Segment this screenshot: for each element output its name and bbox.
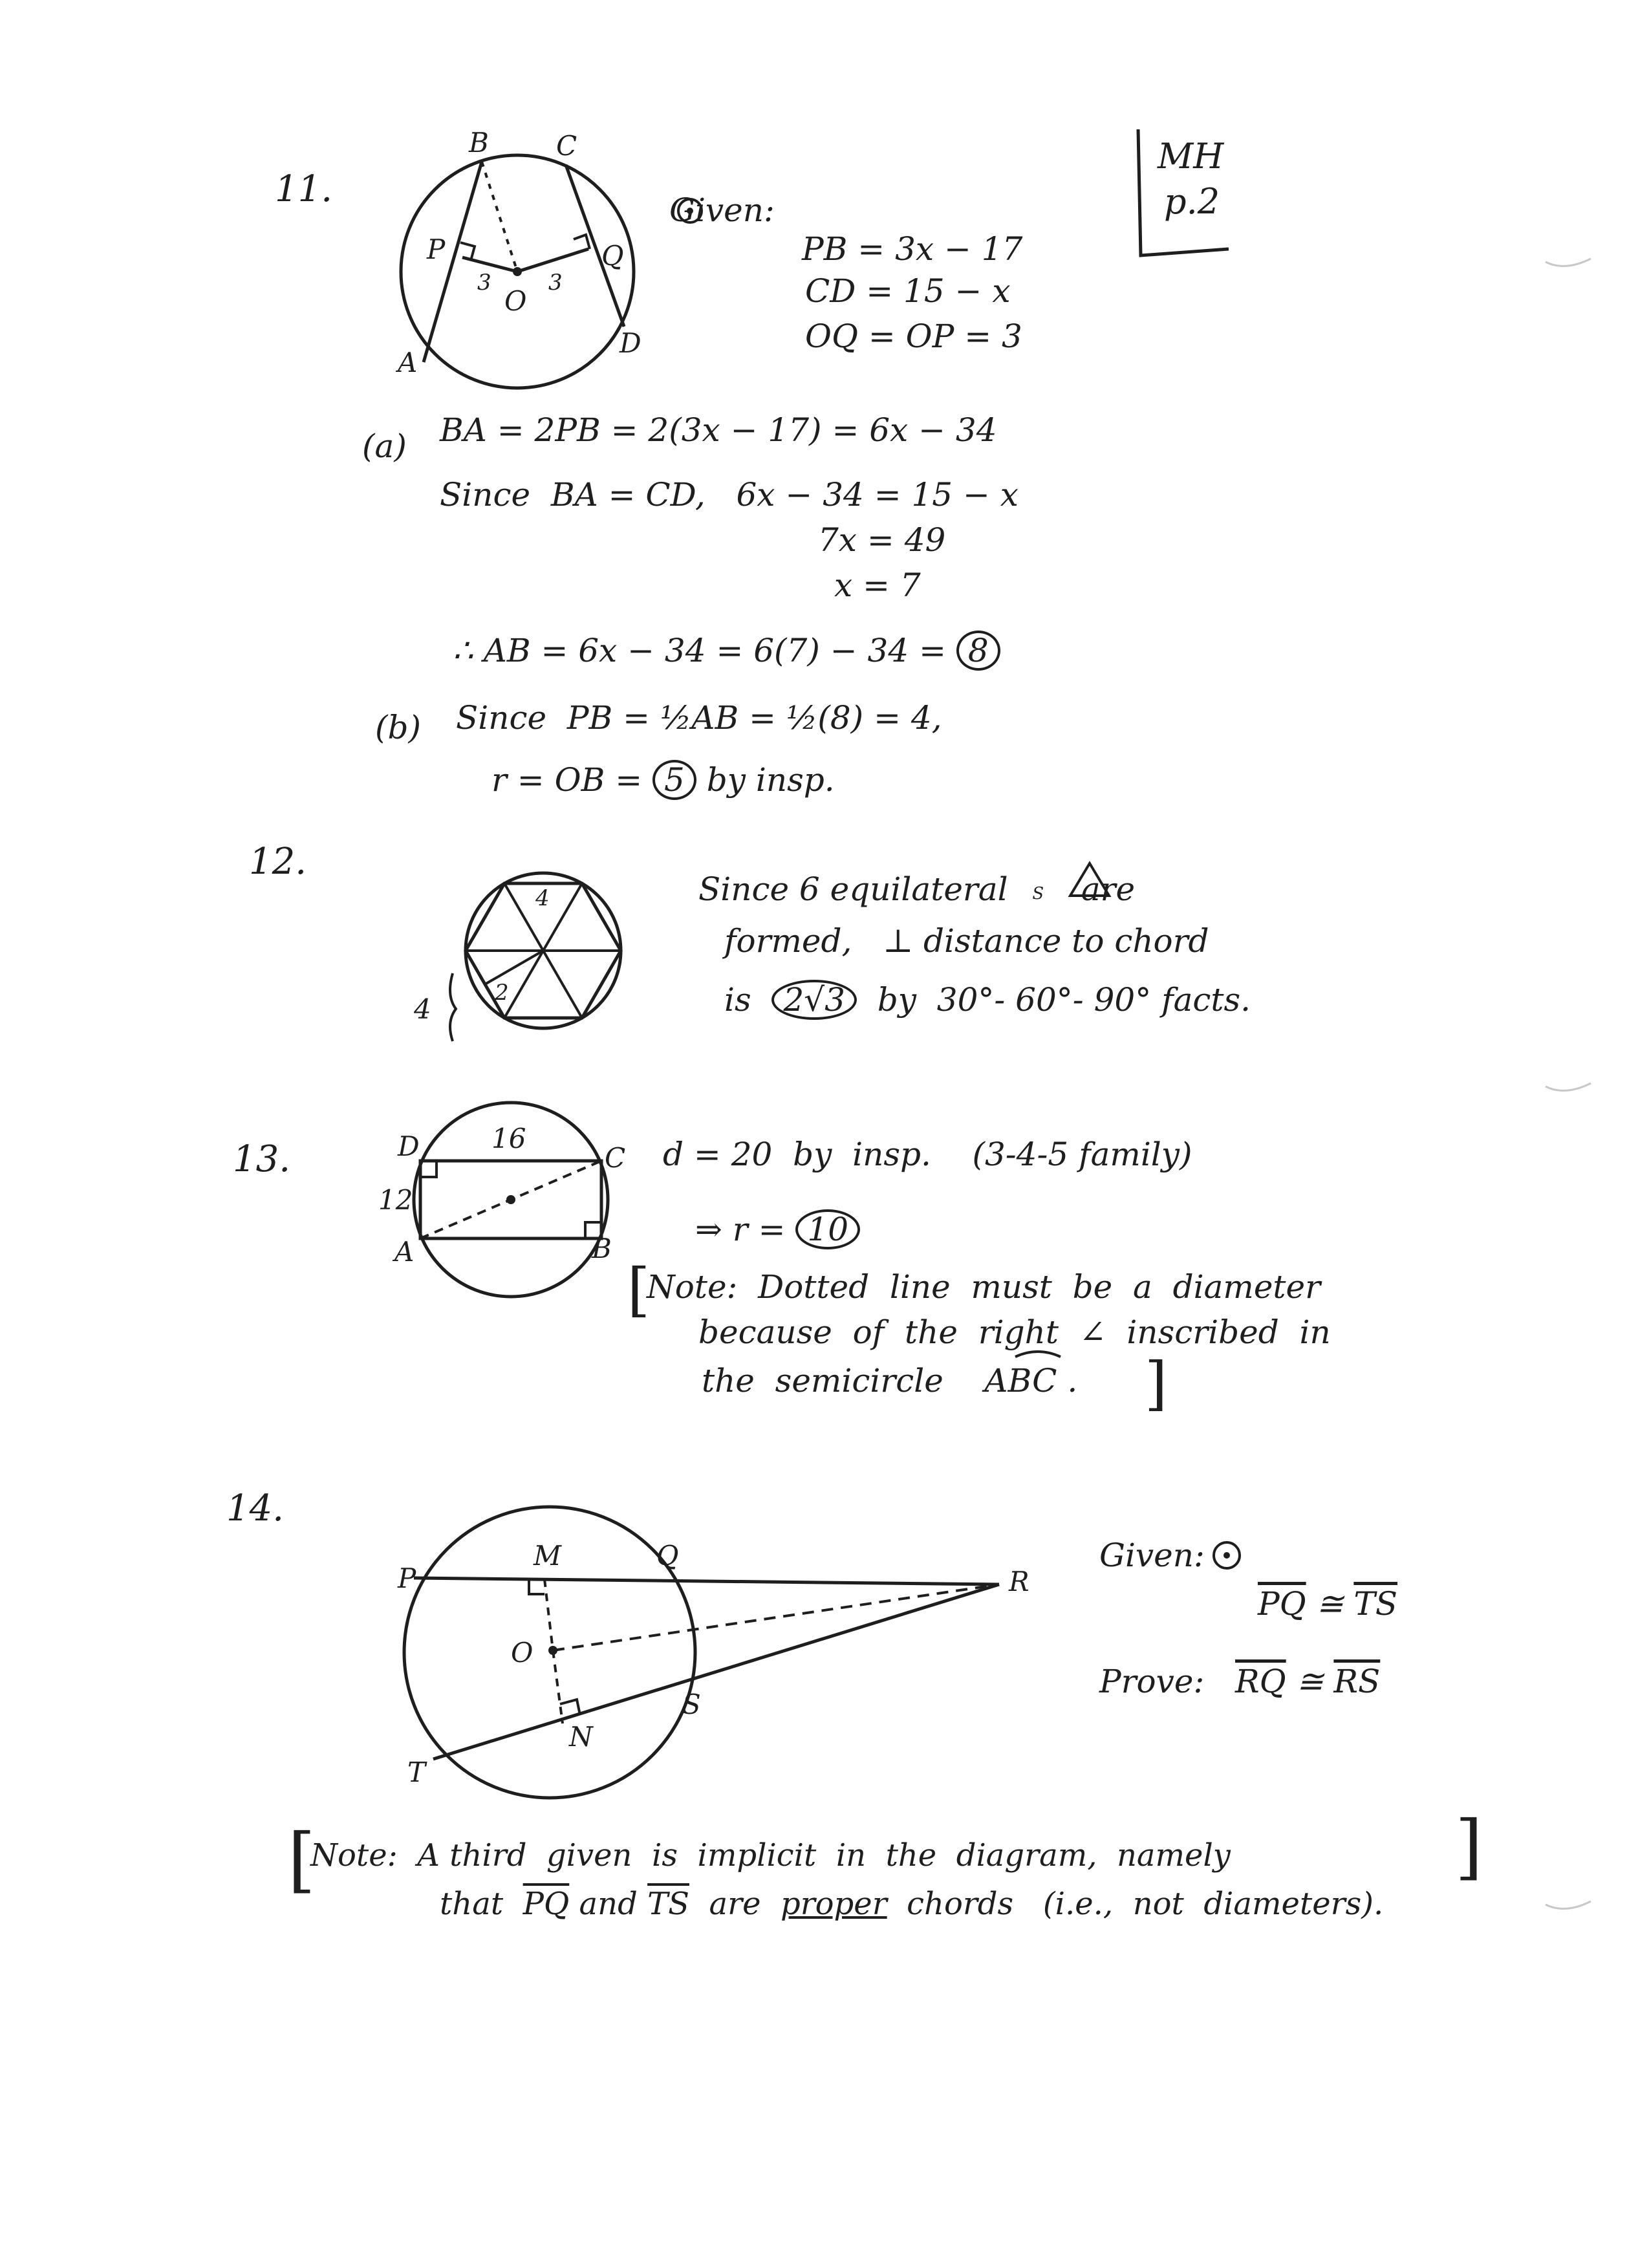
p13-line-1: d = 20 by insp. (3-4-5 family)	[663, 1136, 1192, 1173]
p13-label-b: B	[592, 1233, 612, 1264]
p12-text-3-post: by 30°- 60°- 90° facts.	[877, 981, 1251, 1019]
p13-label-left: 12	[378, 1184, 413, 1216]
p13-note-3	[702, 1362, 1078, 1399]
p14-label-t: T	[407, 1756, 426, 1788]
p11-a-line2: Since BA = CD, 6x − 34 = 15 − x	[440, 476, 1018, 513]
p14-note-2-proper: proper	[780, 1886, 887, 1922]
p11-part-a-label: (a)	[362, 427, 407, 465]
p13-label-a: A	[394, 1236, 415, 1268]
p11-given-2: CD = 15 − x	[805, 272, 1011, 310]
p14-label-s: S	[682, 1689, 701, 1720]
p13-label-c: C	[605, 1142, 626, 1174]
p11-a-line3: 7x = 49	[818, 521, 946, 559]
p14-note-2-seg2: $\overline{TS}$	[647, 1886, 689, 1922]
p11-label-q: Q	[601, 240, 624, 272]
p14-label-p: P	[398, 1562, 416, 1594]
p14-note-2-pre: that	[440, 1886, 504, 1922]
p14-given-cong: ≅	[1316, 1585, 1344, 1623]
p11-b-line2-pre: r = OB =	[491, 761, 643, 799]
p11-number: 11.	[275, 168, 333, 210]
p13-answer: 10	[795, 1209, 860, 1249]
p11-label-c: C	[556, 130, 577, 162]
p12-text-2: formed, ⊥ distance to chord	[724, 922, 1209, 960]
p11-part-b-label: (b)	[375, 709, 422, 746]
p14-note-2-post: chords (i.e., not diameters).	[907, 1886, 1384, 1922]
p13-note-2: because of the right ∠ inscribed in	[698, 1313, 1331, 1351]
p13-note-close-bracket: ]	[1145, 1350, 1168, 1418]
p14-given-seg2: $\overline{TS}$	[1353, 1585, 1397, 1623]
p11-given-3: OQ = OP = 3	[805, 318, 1022, 355]
p12-text-1-pre: Since 6 equilateral	[698, 870, 1008, 908]
p14-label-m: M	[534, 1540, 562, 1571]
p13-label-top: 16	[491, 1123, 526, 1154]
p11-b-line2	[491, 760, 835, 800]
p14-note-2	[440, 1886, 1384, 1922]
p11-label-a: A	[398, 347, 418, 378]
p14-label-n: N	[569, 1721, 593, 1753]
header-page: p.2	[1164, 181, 1220, 222]
p14-label-o: O	[511, 1637, 534, 1669]
p11-label-p: P	[427, 233, 446, 265]
p13-note-3-post: .	[1067, 1362, 1078, 1399]
p12-text-3-pre: is	[724, 981, 751, 1019]
p14-prove-cong: ≅	[1296, 1663, 1324, 1700]
p11-label-3-left: 3	[477, 270, 491, 296]
p11-label-b: B	[469, 127, 489, 158]
p11-label-d: D	[620, 327, 641, 359]
p13-line-2	[695, 1209, 860, 1249]
p11-label-o: O	[504, 285, 527, 317]
p11-b-answer: 5	[652, 760, 696, 800]
p12-triangle-letter: S	[1032, 884, 1044, 903]
p13-note-open-bracket: [	[627, 1256, 651, 1324]
p14-given-seg1: $\overline{PQ}$	[1258, 1585, 1306, 1623]
p14-number: 14.	[226, 1487, 285, 1529]
p11-a-conclusion	[453, 631, 1000, 671]
p11-diagram	[401, 155, 634, 388]
p14-note-open-bracket: [	[288, 1818, 316, 1901]
p14-note-1: Note: A third given is implicit in the diagram, namely	[310, 1837, 1231, 1874]
p14-prove-seg1: $\overline{RQ}$	[1235, 1663, 1286, 1700]
p12-text-1-post: are	[1081, 870, 1136, 908]
p11-b-line1: Since PB = ½AB = ½(8) = 4,	[456, 699, 942, 737]
p14-given-statement	[1258, 1585, 1397, 1623]
header-mh: MH	[1158, 136, 1224, 177]
p13-note-3-arc: ABC	[984, 1362, 1057, 1399]
p14-prove-label: Prove:	[1099, 1663, 1205, 1700]
p14-note-2-and: and	[579, 1886, 638, 1922]
p12-label-half: 2	[495, 980, 509, 1006]
p14-note-2-seg1: $\overline{PQ}$	[523, 1886, 570, 1922]
p13-note-1: Note: Dotted line must be a diameter	[647, 1268, 1321, 1306]
p11-label-3-right: 3	[548, 270, 563, 296]
p11-b-line2-post: by insp.	[706, 761, 835, 799]
p12-label-brace: 4	[414, 993, 431, 1025]
p11-a-line4: x = 7	[834, 567, 921, 604]
p13-note-3-pre: the semicircle	[702, 1362, 943, 1399]
p14-note-2-are: are	[709, 1886, 761, 1922]
p12-number: 12.	[249, 841, 307, 883]
p14-diagram	[404, 1507, 999, 1798]
p12-text-3	[724, 980, 1251, 1020]
p12-label-side: 4	[535, 885, 550, 911]
p14-prove-statement	[1099, 1665, 1380, 1698]
p11-a-line1: BA = 2PB = 2(3x − 17) = 6x − 34	[440, 411, 997, 449]
p14-note-close-bracket: ]	[1455, 1805, 1483, 1888]
p14-label-q: Q	[656, 1540, 679, 1571]
p11-given-label: Given:	[669, 191, 775, 229]
p12-answer: 2√3	[771, 980, 856, 1020]
p13-number: 13.	[233, 1138, 291, 1180]
p14-label-r: R	[1009, 1566, 1029, 1597]
p13-arc-symbol	[1015, 1352, 1061, 1357]
p14-prove-seg2: $\overline{RS}$	[1333, 1663, 1381, 1700]
p13-line-2-pre: ⇒ r =	[695, 1211, 786, 1248]
p11-a-conclusion-text: ∴ AB = 6x − 34 = 6(7) − 34 =	[453, 632, 946, 669]
p13-label-d: D	[398, 1130, 420, 1162]
p12-text-1	[698, 870, 1136, 908]
p11-given-1: PB = 3x − 17	[802, 230, 1023, 268]
p14-given-label: Given:	[1099, 1537, 1205, 1574]
p11-a-answer: 8	[956, 631, 1000, 671]
